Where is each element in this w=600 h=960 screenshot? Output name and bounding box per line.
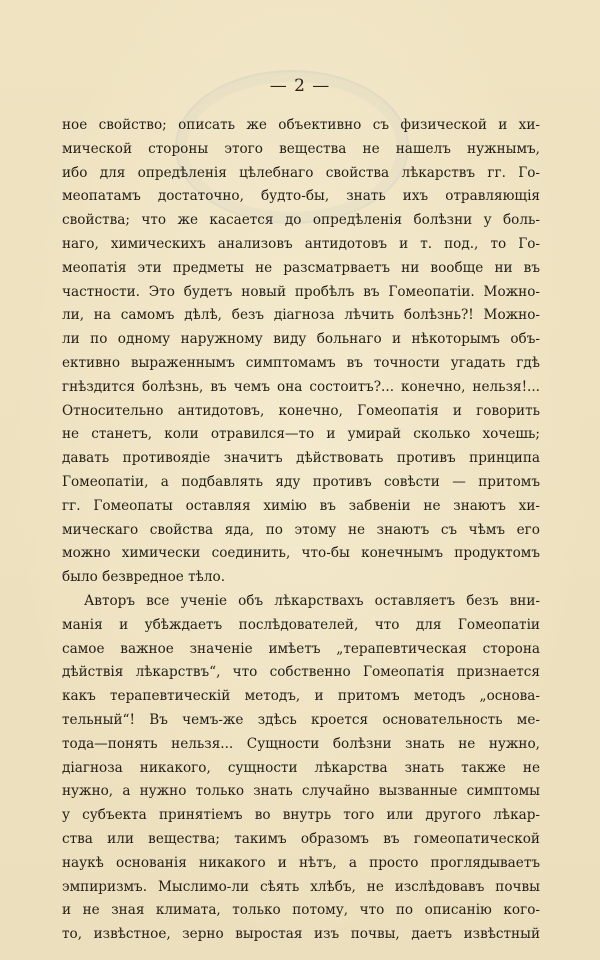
paragraph-1 bbox=[62, 114, 540, 590]
text-line: можно химически соединить, что-бы конечнымъ продуктомъ bbox=[62, 545, 540, 562]
text-line: тода—понять нельзя... Сущности болѣзни знать не нужно, bbox=[62, 735, 540, 752]
text-line: ное свойство; описать же объективно съ физической и хи- bbox=[62, 117, 540, 133]
text-line: нужно, а нужно только знать случайно вызванные симптомы bbox=[62, 783, 540, 800]
text-line: свойства; что же касается до опредѣленія болѣзни у боль- bbox=[62, 212, 540, 229]
text-line: ства или вещества; такимъ образомъ въ гомеопатической bbox=[62, 830, 540, 847]
text-line: ли, на самомъ дѣлѣ, безъ діагноза лѣчить болѣзнь?! Можно- bbox=[62, 307, 540, 324]
text-line: ибо для опредѣленія цѣлебнаго свойства лѣкарствъ гг. Го- bbox=[62, 164, 540, 181]
text-line: и не зная климата, только потому, что по описанію кого- bbox=[62, 902, 540, 919]
text-line: какъ терапевтическій методъ, и притомъ методъ „основа- bbox=[62, 688, 540, 705]
body-text bbox=[62, 114, 540, 947]
text-line: то, извѣстное, зерно выростая изъ почвы, даетъ извѣстный bbox=[62, 926, 540, 943]
page-number: — 2 — bbox=[269, 76, 331, 96]
text-line: было безвредное тѣло. bbox=[62, 569, 226, 586]
text-line: діагноза никакого, сущности лѣкарства знать также не bbox=[62, 759, 540, 776]
text-line: у субъекта принятіемъ во внутрь того или другого лѣкар- bbox=[62, 807, 540, 824]
text-line: дѣйствія лѣкарствъ“, что собственно Гомеопатія признается bbox=[62, 664, 540, 681]
text-line: Относительно антидотовъ, конечно, Гомеопатія и говорить bbox=[62, 402, 540, 419]
text-line: давать противоядіе значитъ дѣйствовать противъ принципа bbox=[62, 450, 540, 467]
text-line: гнѣздится болѣзнь, въ чемъ она состоитъ?... конечно, нельзя!... bbox=[62, 378, 540, 395]
text-line: манія и убѣждаетъ послѣдователей, что для Гомеопатіи bbox=[62, 616, 540, 633]
text-line: самое важное значеніе имѣетъ „терапевтическая сторона bbox=[62, 640, 540, 657]
text-line: меопатія эти предметы не разсматрваетъ ни вообще ни въ bbox=[62, 259, 540, 276]
text-line: не станетъ, коли отравился—то и умирай сколько хочешь; bbox=[62, 426, 540, 443]
text-line: меопатамъ достаточно, будто-бы, знать ихъ отравляющія bbox=[62, 188, 540, 205]
text-line: ективно выраженнымъ симптомамъ въ точности угадать гдѣ bbox=[62, 354, 540, 371]
text-line: мическаго свойства яда, по этому не знаютъ съ чѣмъ его bbox=[62, 521, 540, 538]
text-line: гг. Гомеопаты оставляя химію въ забвеніи не знаютъ хи- bbox=[62, 497, 540, 514]
text-line: эмпиризмъ. Мыслимо-ли сѣять хлѣбъ, не изслѣдовавъ почвы bbox=[62, 878, 540, 895]
text-line: тельный“! Въ чемъ-же здѣсь кроется основательность ме- bbox=[62, 711, 540, 728]
text-line: Авторъ все ученіе объ лѣкарствахъ оставляетъ безъ вни- bbox=[84, 592, 540, 609]
paragraph-2 bbox=[62, 590, 540, 947]
text-line: частности. Это будетъ новый пробѣлъ въ Гомеопатіи. Можно- bbox=[62, 283, 540, 300]
text-line: мической стороны этого вещества не нашелъ нужнымъ, bbox=[62, 140, 540, 157]
text-line: наукѣ основанія никакого и нѣтъ, а просто проглядываетъ bbox=[62, 854, 540, 871]
text-line: ли по одному наружному виду больнаго и нѣкоторымъ объ- bbox=[62, 331, 540, 348]
text-line: Гомеопатіи, а подбавлять яду противъ совѣсти — притомъ bbox=[62, 473, 540, 490]
text-line: наго, химическихъ анализовъ антидотовъ и т. под., то Го- bbox=[62, 235, 540, 252]
